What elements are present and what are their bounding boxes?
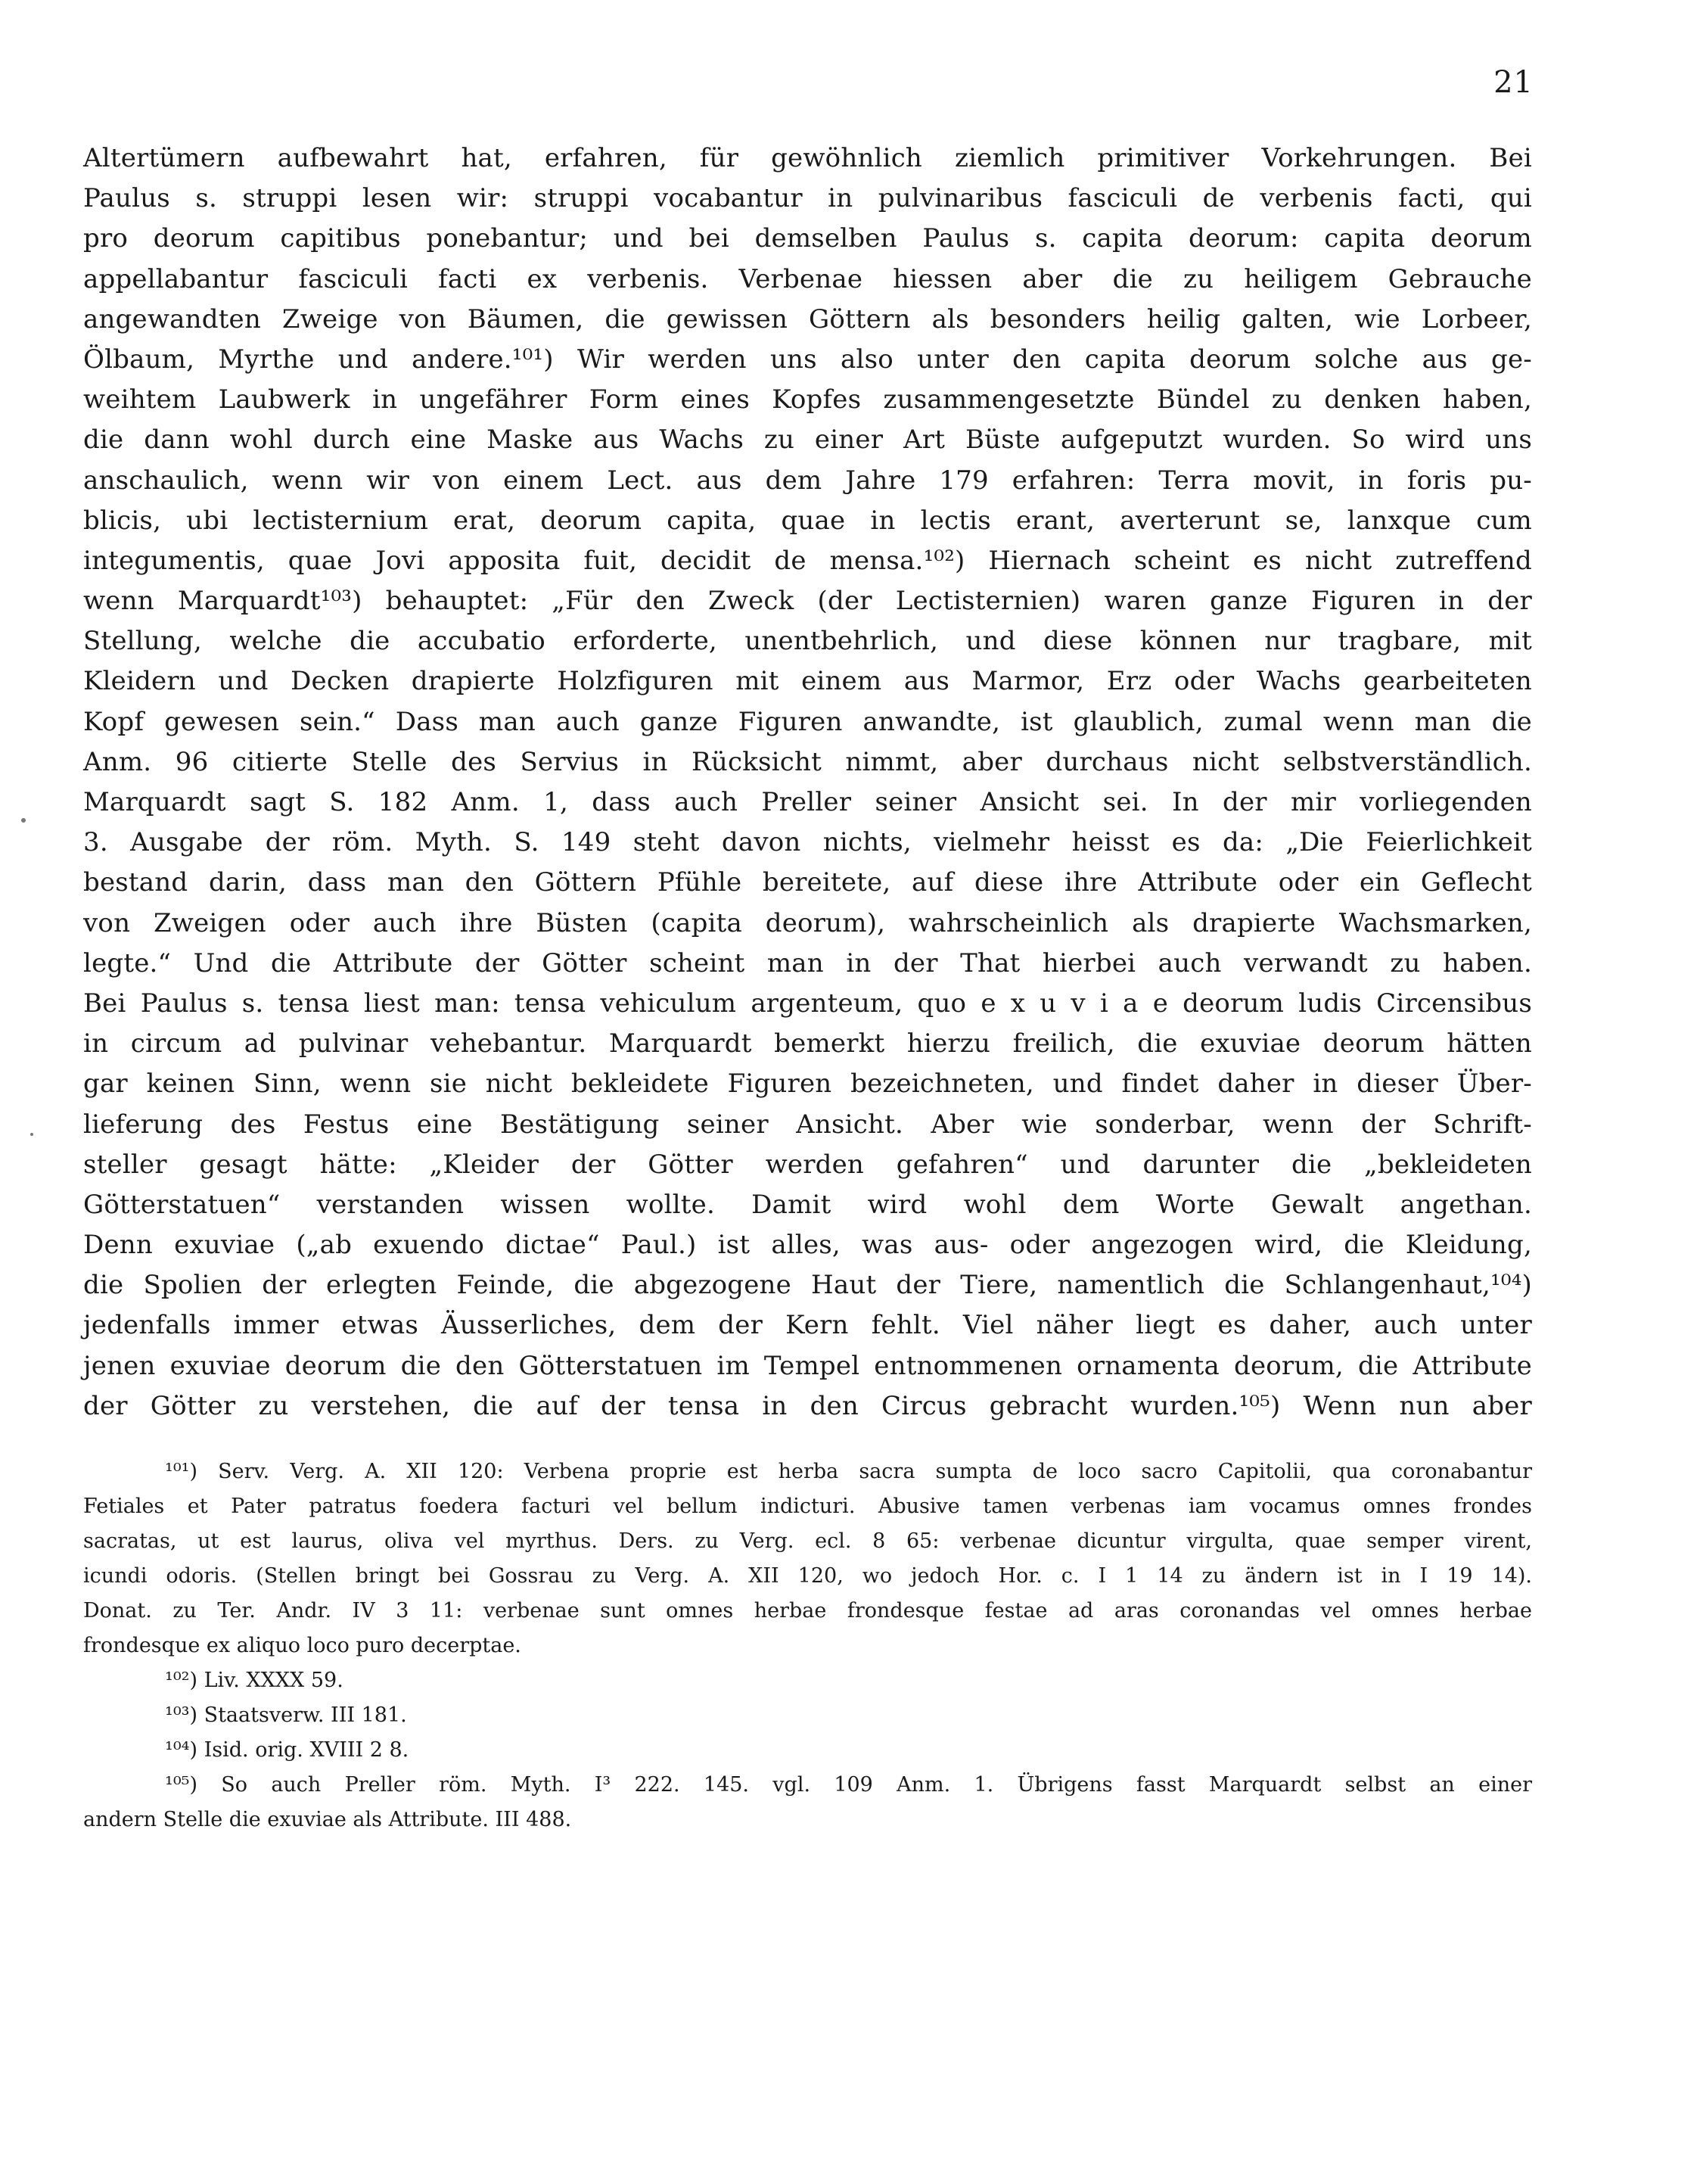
footnote-line: ¹⁰⁴) Isid. orig. XVIII 2 8. — [165, 1738, 409, 1762]
scan-speck — [21, 818, 26, 823]
footnote-line: ¹⁰¹) Serv. Verg. A. XII 120: Verbena proprie est herba sacra sumpta de loco sacro Capitolii, qua coronabantur — [165, 1460, 1532, 1483]
text-line: Paulus s. struppi lesen wir: struppi vocabantur in pulvinaribus fasciculi de verbenis facti, qui — [83, 183, 1532, 214]
text-line: die dann wohl durch eine Maske aus Wachs zu einer Art Büste aufgeputzt wurden. So wird uns — [83, 425, 1532, 456]
text-line: Kopf gewesen sein.“ Dass man auch ganze Figuren anwandte, ist glaublich, zumal wenn man die — [83, 706, 1532, 737]
text-line: in circum ad pulvinar vehebantur. Marquardt bemerkt hierzu freilich, die exuviae deorum hätten — [83, 1028, 1532, 1059]
text-line: Bei Paulus s. tensa liest man: tensa vehiculum argenteum, quo e x u v i a e deorum ludis Circensibus — [83, 988, 1532, 1019]
text-line: weihtem Laubwerk in ungefährer Form eines Kopfes zusammengesetzte Bündel zu denken haben, — [83, 384, 1532, 415]
text-line: lieferung des Festus eine Bestätigung seiner Ansicht. Aber wie sonderbar, wenn der Schrift- — [83, 1109, 1532, 1140]
text-line: Kleidern und Decken drapierte Holzfiguren mit einem aus Marmor, Erz oder Wachs gearbeiteten — [83, 666, 1532, 697]
text-line: jedenfalls immer etwas Äusserliches, dem der Kern fehlt. Viel näher liegt es daher, auch unter — [83, 1310, 1532, 1341]
text-line: angewandten Zweige von Bäumen, die gewissen Göttern als besonders heilig galten, wie Lorbeer, — [83, 303, 1532, 334]
text-line: Marquardt sagt S. 182 Anm. 1, dass auch Preller seiner Ansicht sei. In der mir vorliegenden — [83, 787, 1532, 817]
text-line: steller gesagt hätte: „Kleider der Götter werden gefahren“ und darunter die „bekleideten — [83, 1149, 1532, 1180]
footnote-line: sacratas, ut est laurus, oliva vel myrthus. Ders. zu Verg. ecl. 8 65: verbenae dicuntur virgulta, quae semper virent, — [83, 1529, 1532, 1553]
footnote-line: Fetiales et Pater patratus foedera facturi vel bellum indicturi. Abusive tamen verbenas iam vocamus omnes frondes — [83, 1495, 1532, 1518]
text-line: integumentis, quae Jovi apposita fuit, decidit de mensa.¹⁰²) Hiernach scheint es nicht zutreffend — [83, 545, 1532, 576]
footnotes — [83, 1454, 1532, 1837]
scan-speck — [30, 1133, 33, 1136]
footnote-line: frondesque ex aliquo loco puro decerptae. — [83, 1634, 521, 1657]
text-line: Götterstatuen“ verstanden wissen wollte. Damit wird wohl dem Worte Gewalt angethan. — [83, 1189, 1532, 1220]
text-line: Ölbaum, Myrthe und andere.¹⁰¹) Wir werden uns also unter den capita deorum solche aus ge- — [83, 344, 1532, 375]
text-line: Denn exuviae („ab exuendo dictae“ Paul.) ist alles, was aus- oder angezogen wird, die Kleidung, — [83, 1230, 1532, 1261]
text-line: bestand darin, dass man den Göttern Pfühle bereitete, auf diese ihre Attribute oder ein Geflecht — [83, 867, 1532, 898]
text-line: von Zweigen oder auch ihre Büsten (capita deorum), wahrscheinlich als drapierte Wachsmarken, — [83, 907, 1532, 938]
footnote-line: andern Stelle die exuviae als Attribute. III 488. — [83, 1808, 572, 1831]
page-number: 21 — [1493, 65, 1534, 100]
text-line: Stellung, welche die accubatio erforderte, unentbehrlich, und diese können nur tragbare, mit — [83, 626, 1532, 657]
footnote-line: icundi odoris. (Stellen bringt bei Gossrau zu Verg. A. XII 120, wo jedoch Hor. c. I 1 14 zu ändern ist in I 19 14). — [83, 1564, 1532, 1588]
text-line: Altertümern aufbewahrt hat, erfahren, für gewöhnlich ziemlich primitiver Vorkehrungen. Bei — [83, 143, 1532, 173]
footnote-line: Donat. zu Ter. Andr. IV 3 11: verbenae sunt omnes herbae frondesque festae ad aras coronandas vel omnes herbae — [83, 1599, 1532, 1622]
footnote-line: ¹⁰²) Liv. XXXX 59. — [165, 1669, 343, 1692]
footnote-line: ¹⁰³) Staatsverw. III 181. — [165, 1703, 407, 1727]
text-line: pro deorum capitibus ponebantur; und bei demselben Paulus s. capita deorum: capita deorum — [83, 223, 1532, 254]
text-line: anschaulich, wenn wir von einem Lect. aus dem Jahre 179 erfahren: Terra movit, in foris pu- — [83, 465, 1532, 496]
text-line: legte.“ Und die Attribute der Götter scheint man in der That hierbei auch verwandt zu haben. — [83, 947, 1532, 978]
footnote-line: ¹⁰⁵) So auch Preller röm. Myth. I³ 222. 145. vgl. 109 Anm. 1. Übrigens fasst Marquardt selbst an einer — [165, 1773, 1532, 1797]
text-line: blicis, ubi lectisternium erat, deorum capita, quae in lectis erant, averterunt se, lanxque cum — [83, 505, 1532, 536]
main-text — [83, 138, 1532, 1426]
text-line: die Spolien der erlegten Feinde, die abgezogene Haut der Tiere, namentlich die Schlangenhaut,¹⁰⁴) — [83, 1270, 1532, 1301]
text-line: appellabantur fasciculi facti ex verbenis. Verbenae hiessen aber die zu heiligem Gebrauche — [83, 263, 1532, 294]
text-line: 3. Ausgabe der röm. Myth. S. 149 steht davon nichts, vielmehr heisst es da: „Die Feierlichkeit — [83, 827, 1532, 858]
text-line: gar keinen Sinn, wenn sie nicht bekleidete Figuren bezeichneten, und findet daher in dieser Über- — [83, 1069, 1532, 1100]
text-line: jenen exuviae deorum die den Götterstatuen im Tempel entnommenen ornamenta deorum, die Attribute — [83, 1350, 1532, 1381]
text-line: wenn Marquardt¹⁰³) behauptet: „Für den Zweck (der Lectisternien) waren ganze Figuren in der — [83, 586, 1532, 617]
text-line: Anm. 96 citierte Stelle des Servius in Rücksicht nimmt, aber durchaus nicht selbstverständlich. — [83, 746, 1532, 777]
text-line: der Götter zu verstehen, die auf der tensa in den Circus gebracht wurden.¹⁰⁵) Wenn nun aber — [83, 1390, 1532, 1421]
